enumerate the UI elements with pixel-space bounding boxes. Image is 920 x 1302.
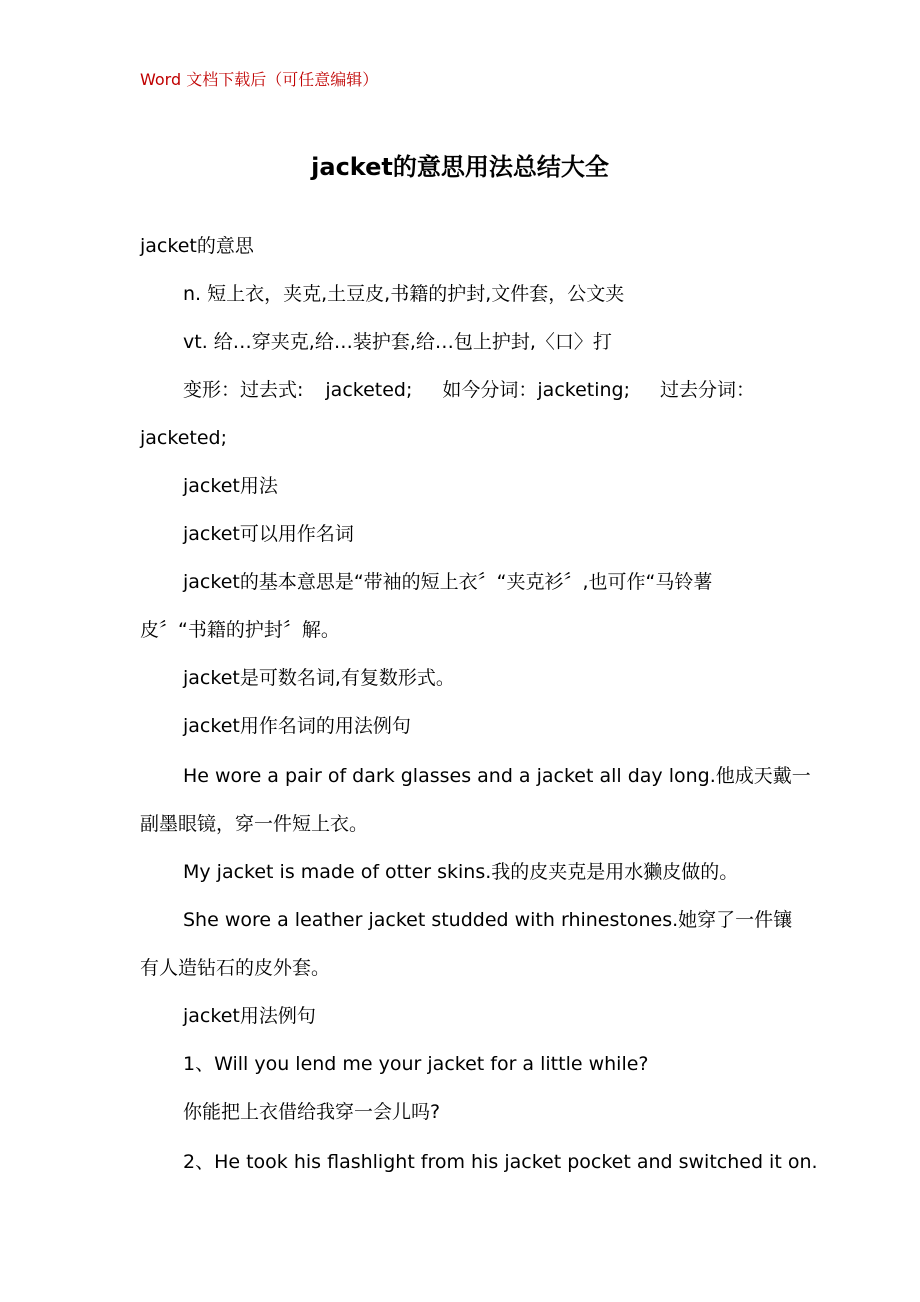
download-header: Word 文档下载后（可任意编辑） xyxy=(140,70,379,89)
example-3-line-2: 有人造钻石的皮外套。 xyxy=(140,957,331,979)
examples-heading: jacket用法例句 xyxy=(183,1005,316,1027)
sentence-1-chinese: 你能把上衣借给我穿一会儿吗? xyxy=(183,1101,441,1123)
example-1-line-1: He wore a pair of dark glasses and a jacket all day long.他成天戴一 xyxy=(183,765,811,787)
page-title: jacket的意思用法总结大全 xyxy=(311,153,609,181)
forms-past: jacketed; xyxy=(325,379,413,401)
forms-past-participle-label: 过去分词： xyxy=(660,379,756,401)
forms-present-participle: 如今分词：jacketing; xyxy=(442,379,631,401)
sentence-2-english: 2、He took his flashlight from his jacket pocket and switched it on. xyxy=(183,1151,818,1173)
noun-examples-heading: jacket用作名词的用法例句 xyxy=(183,715,411,737)
word-forms-line xyxy=(140,376,755,404)
example-3-line-1: She wore a leather jacket studded with rhinestones.她穿了一件镶 xyxy=(183,909,793,931)
noun-usage: jacket可以用作名词 xyxy=(183,523,354,545)
usage-heading: jacket用法 xyxy=(183,475,278,497)
countable-note: jacket是可数名词,有复数形式。 xyxy=(183,667,455,689)
forms-past-participle: jacketed; xyxy=(140,427,227,449)
sentence-1-english: 1、Will you lend me your jacket for a little while? xyxy=(183,1053,649,1075)
noun-definition: n. 短上衣，夹克,土豆皮,书籍的护封,文件套，公文夹 xyxy=(183,283,625,305)
example-1-line-2: 副墨眼镜，穿一件短上衣。 xyxy=(140,813,369,835)
example-2: My jacket is made of otter skins.我的皮夹克是用水獭皮做的。 xyxy=(183,861,739,883)
verb-definition: vt. 给…穿夹克,给…装护套,给…包上护封,〈口〉打 xyxy=(183,331,612,353)
meaning-heading: jacket的意思 xyxy=(140,235,254,257)
forms-label: 变形：过去式: xyxy=(183,379,304,401)
basic-meaning-line-1: jacket的基本意思是“带袖的短上衣〞“夹克衫〞,也可作“马铃薯 xyxy=(183,571,713,593)
basic-meaning-line-2: 皮〞“书籍的护封〞解。 xyxy=(140,619,340,641)
